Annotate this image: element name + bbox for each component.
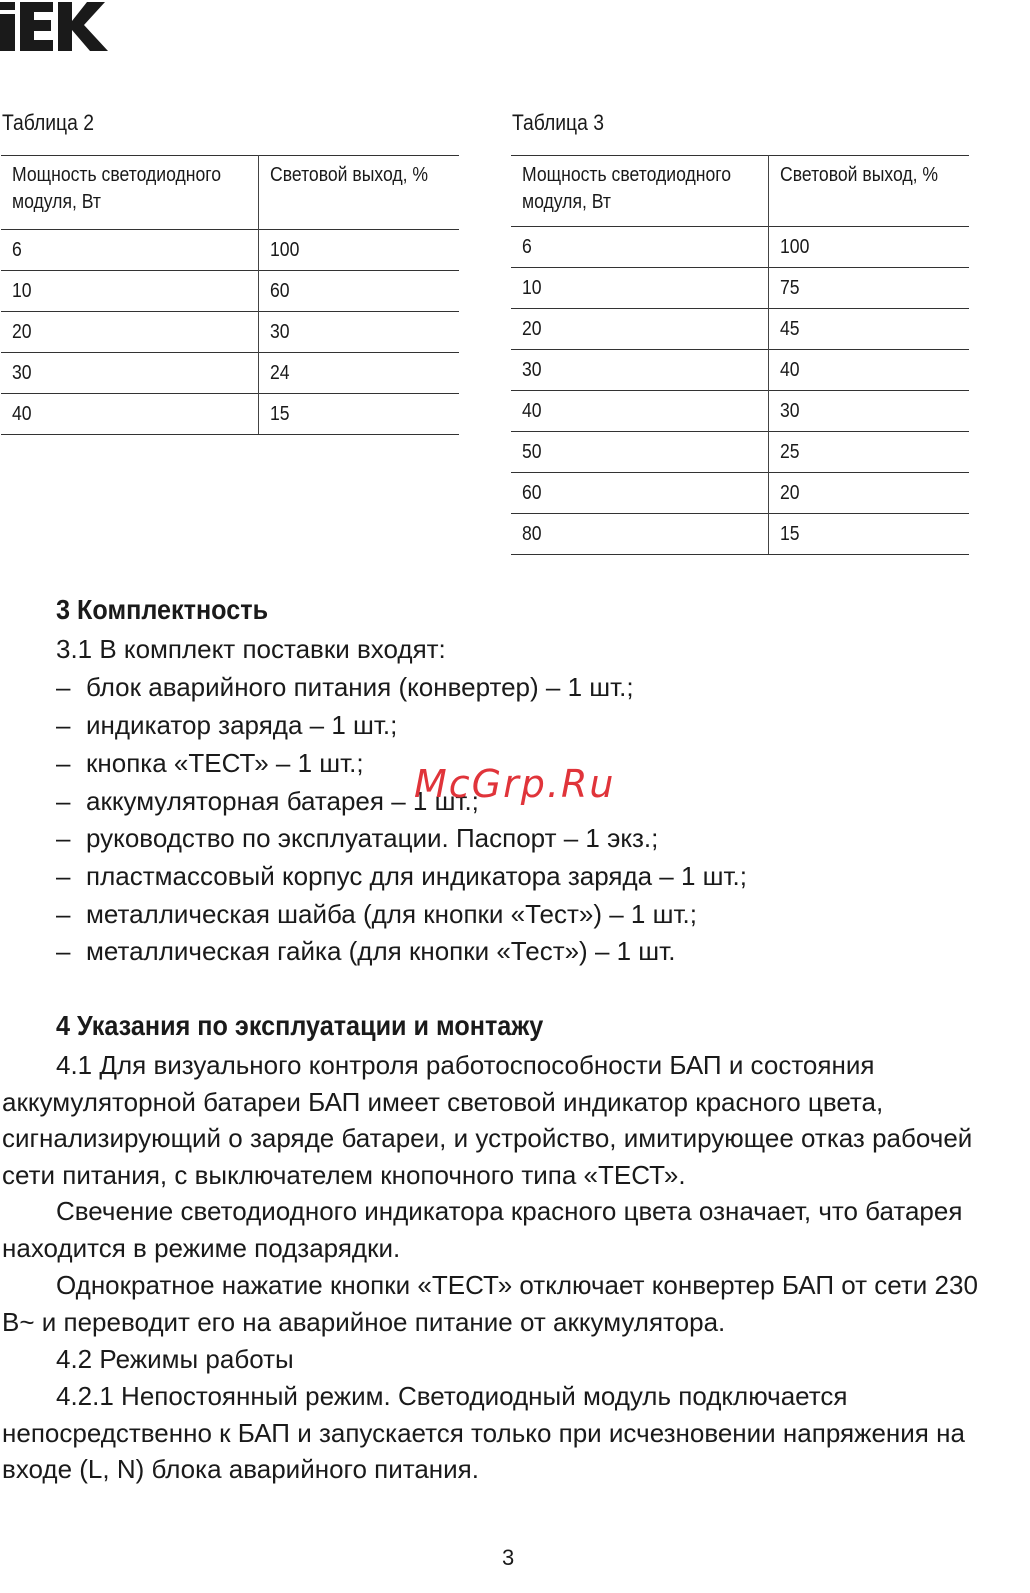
table-cell: 6 <box>12 238 22 261</box>
list-item-text: руководство по эксплуатации. Паспорт – 1 экз.; <box>86 823 659 853</box>
page-number: 3 <box>502 1545 515 1570</box>
table-3 <box>511 155 969 555</box>
paragraph-subheading <box>2 1341 1016 1378</box>
header-line: модуля, Вт <box>522 191 611 213</box>
table-row <box>1 394 459 435</box>
list-item-text: металлическая гайка (для кнопки «Тест») – 1 шт. <box>86 936 676 966</box>
header-line: модуля, Вт <box>12 191 101 213</box>
list-item-text: блок аварийного питания (конвертер) – 1 шт.; <box>86 672 634 702</box>
table-2 <box>1 155 459 435</box>
list-item-text: индикатор заряда – 1 шт.; <box>86 710 398 740</box>
table-cell: 45 <box>779 317 800 340</box>
table-cell: 20 <box>779 481 800 504</box>
table-cell: 100 <box>779 235 809 258</box>
table-cell: 10 <box>12 279 32 302</box>
table-row <box>1 312 459 353</box>
table-header-row <box>1 156 459 230</box>
table-row <box>1 353 459 394</box>
table-cell: 50 <box>522 440 542 463</box>
list-item-text: пластмассовый корпус для индикатора заряда – 1 шт.; <box>86 861 748 891</box>
table-cell: 60 <box>269 279 290 302</box>
table3-caption: Таблица 3 <box>512 110 605 135</box>
header-cell-power <box>511 156 768 227</box>
table-cell: 75 <box>779 276 800 299</box>
list-dash: – <box>56 748 71 778</box>
list-dash: – <box>56 936 71 966</box>
paragraph-text: Однократное нажатие кнопки «ТЕСТ» отключает конвертер БАП от сети 230 В~ и переводит его на аварийное питание от аккумулятора. <box>2 1270 978 1337</box>
list-dash: – <box>56 899 71 929</box>
table-cell: 20 <box>522 317 542 340</box>
paragraph <box>2 1047 1016 1193</box>
table-row <box>511 350 969 391</box>
header-line: Световой выход, % <box>779 164 938 186</box>
list-item-text: аккумуляторная батарея – 1 шт.; <box>86 786 479 816</box>
paragraph <box>2 1267 1016 1340</box>
table2-caption: Таблица 2 <box>2 110 95 135</box>
table-row <box>511 432 969 473</box>
watermark: McGrp.Ru <box>414 762 616 806</box>
paragraph-text: 4.1 Для визуального контроля работоспособности БАП и состояния аккумуляторной батареи БАП имеет световой индикатор красного цвета, сигнализирующий о заряде батареи, и устройство, имитирующее отказ рабочей сети питания, с выключателем кнопочного типа «ТЕСТ». <box>2 1050 973 1190</box>
section3-intro: 3.1 В комплект поставки входят: <box>56 634 446 664</box>
table-header-row <box>511 156 969 227</box>
header-line: Мощность светодиодного <box>12 164 222 186</box>
table-row <box>511 309 969 350</box>
table-cell: 15 <box>779 522 800 545</box>
table-row <box>511 514 969 555</box>
section4-title: 4 Указания по эксплуатации и монтажу <box>56 1010 544 1041</box>
list-dash: – <box>56 710 71 740</box>
header-cell-power <box>1 156 258 230</box>
table-cell: 30 <box>779 399 800 422</box>
table-cell: 15 <box>269 402 290 425</box>
table-cell: 80 <box>522 522 542 545</box>
table-cell: 40 <box>779 358 800 381</box>
table-row <box>1 271 459 312</box>
table-row <box>511 268 969 309</box>
table-cell: 30 <box>522 358 542 381</box>
table-cell: 40 <box>12 402 32 425</box>
header-cell-output <box>258 156 459 230</box>
paragraph-text: 4.2 Режимы работы <box>56 1344 294 1374</box>
paragraph-text: Свечение светодиодного индикатора красного цвета означает, что батарея находится в режиме подзарядки. <box>2 1196 963 1263</box>
table-cell: 40 <box>522 399 542 422</box>
list-dash: – <box>56 672 71 702</box>
table-cell: 30 <box>269 320 290 343</box>
table-cell: 30 <box>12 361 32 384</box>
table-row <box>511 227 969 268</box>
paragraph-text: 4.2.1 Непостоянный режим. Светодиодный модуль подключается непосредственно к БАП и запускается только при исчезновении напряжения на входе (L, N) блока аварийного питания. <box>2 1381 965 1484</box>
table-row <box>1 230 459 271</box>
list-item-text: кнопка «ТЕСТ» – 1 шт.; <box>86 748 364 778</box>
section3-title: 3 Комплектность <box>56 594 269 625</box>
table-cell: 25 <box>779 440 800 463</box>
table-cell: 100 <box>269 238 299 261</box>
header-cell-output <box>768 156 969 227</box>
list-item-text: металлическая шайба (для кнопки «Тест») – 1 шт.; <box>86 899 697 929</box>
header-line: Мощность светодиодного <box>522 164 732 186</box>
table-cell: 24 <box>269 361 290 384</box>
table-cell: 60 <box>522 481 542 504</box>
table-row <box>511 473 969 514</box>
paragraph <box>2 1193 1016 1266</box>
list-dash: – <box>56 786 71 816</box>
paragraph <box>2 1378 1016 1488</box>
iek-logo <box>0 0 112 52</box>
table-row <box>511 391 969 432</box>
header-line: Световой выход, % <box>269 164 428 186</box>
list-dash: – <box>56 861 71 891</box>
table-cell: 6 <box>522 235 532 258</box>
list-dash: – <box>56 823 71 853</box>
table-cell: 20 <box>12 320 32 343</box>
table-cell: 10 <box>522 276 542 299</box>
